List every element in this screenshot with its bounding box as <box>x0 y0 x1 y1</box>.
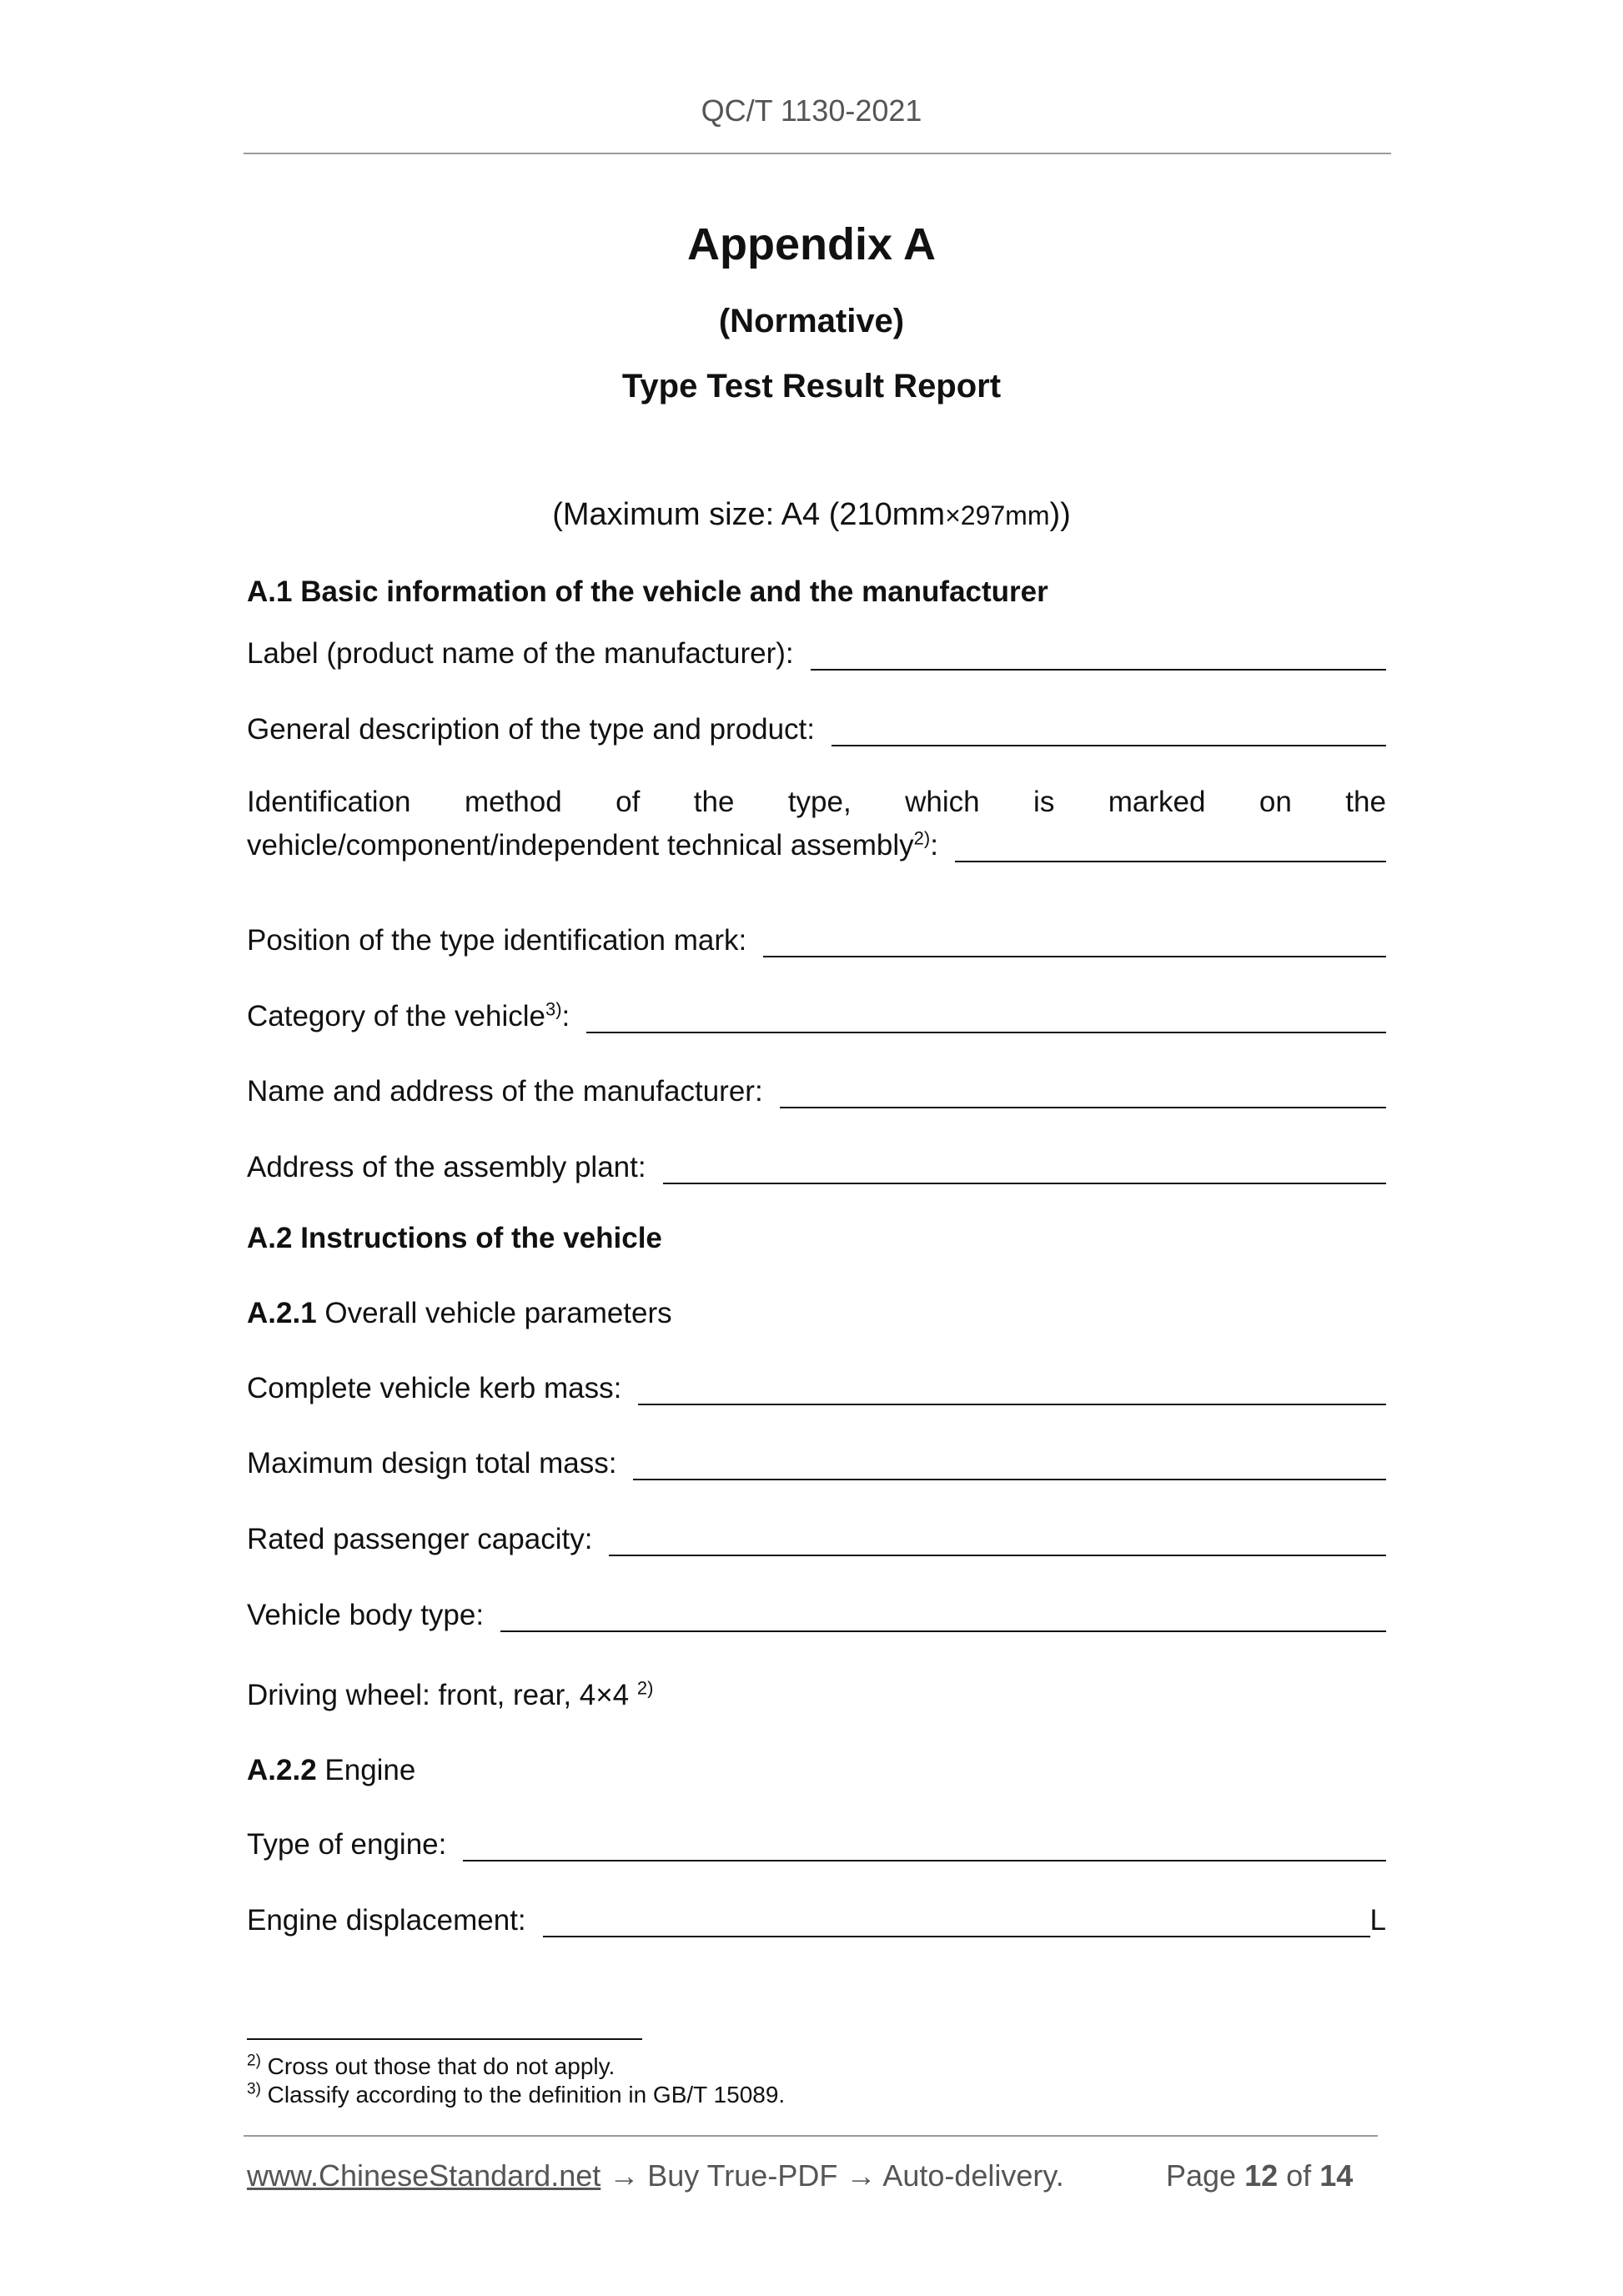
footnote-3 <box>247 2082 785 2108</box>
ident-colon: : <box>930 829 938 862</box>
field-assembly-plant-text: Address of the assembly plant: <box>247 1151 646 1183</box>
ident-word: the <box>1345 786 1386 818</box>
footnote-2-text: Cross out those that do not apply. <box>260 2053 616 2079</box>
field-general-description-blank[interactable] <box>832 711 1386 746</box>
ident-word: method <box>464 786 562 818</box>
appendix-type: (Normative) <box>718 303 905 339</box>
subsection-a22 <box>247 1754 415 1787</box>
displacement-unit: L <box>1369 1904 1386 1937</box>
subsection-a21-number: A.2.1 <box>247 1297 317 1329</box>
page-current: 12 <box>1244 2158 1279 2193</box>
field-position-mark <box>247 922 1386 957</box>
field-label <box>247 636 1386 671</box>
footnote-3-text: Classify according to the definition in GB/T 15089. <box>260 2082 786 2108</box>
identification-line-1 <box>247 786 1386 819</box>
field-name-address-text: Name and address of the manufacturer: <box>247 1075 763 1108</box>
field-body-type-blank[interactable] <box>500 1597 1386 1632</box>
field-assembly-plant <box>247 1149 1386 1184</box>
field-general-description-text: General description of the type and product: <box>247 713 815 746</box>
field-label-blank[interactable] <box>811 636 1386 671</box>
ident-word: of <box>616 786 641 818</box>
field-passenger-capacity-blank[interactable] <box>609 1521 1386 1556</box>
of-label: of <box>1286 2158 1312 2193</box>
ident-word: type, <box>787 786 852 818</box>
section-a2-heading: A.2 Instructions of the vehicle <box>247 1222 662 1254</box>
footnote-ref-2b: 2) <box>636 1677 654 1699</box>
field-body-type-text: Vehicle body type: <box>247 1599 485 1631</box>
field-position-mark-blank[interactable] <box>763 922 1386 957</box>
identification-line-2-text <box>247 829 938 862</box>
field-kerb-mass <box>247 1370 1386 1405</box>
field-kerb-mass-blank[interactable] <box>638 1370 1386 1405</box>
section-a1-heading: A.1 Basic information of the vehicle and the manufacturer <box>247 575 1048 608</box>
field-category-label <box>247 1000 570 1033</box>
field-label-text: Label (product name of the manufacturer): <box>247 637 794 670</box>
field-category <box>247 998 1386 1033</box>
field-kerb-mass-text: Complete vehicle kerb mass: <box>247 1372 622 1404</box>
field-passenger-capacity <box>247 1521 1386 1556</box>
size-note-prefix: (Maximum size: A4 (210mm <box>552 497 946 532</box>
ident-word: is <box>1033 786 1055 818</box>
field-engine-type-blank[interactable] <box>463 1826 1386 1861</box>
ident-word: marked <box>1108 786 1206 818</box>
field-general-description <box>247 711 1386 746</box>
ident-word: the <box>693 786 735 818</box>
driving-wheel-line <box>247 1679 653 1712</box>
footer-site-link[interactable]: www.ChineseStandard.net <box>247 2158 601 2193</box>
footnote-2-mark: 2) <box>247 2052 261 2070</box>
size-note-suffix: ×297mm <box>945 500 1050 530</box>
page-total: 14 <box>1319 2158 1354 2193</box>
field-engine-displacement-text: Engine displacement: <box>247 1904 526 1937</box>
field-engine-type <box>247 1826 1386 1861</box>
ident-word: Identification <box>247 786 411 818</box>
page-label: Page <box>1166 2158 1237 2193</box>
subsection-a21-text: Overall vehicle parameters <box>316 1297 672 1329</box>
subsection-a21 <box>247 1297 672 1330</box>
field-assembly-plant-blank[interactable] <box>663 1149 1386 1184</box>
footer-rule <box>244 2135 1378 2137</box>
size-note-close: )) <box>1049 497 1071 532</box>
header-doc-code: QC/T 1130-2021 <box>701 93 922 128</box>
field-body-type <box>247 1597 1386 1632</box>
footnote-3-mark: 3) <box>247 2080 261 2098</box>
field-category-blank[interactable] <box>586 998 1386 1033</box>
footer-promo-text: → Buy True-PDF → Auto-delivery. <box>600 2158 1064 2193</box>
field-category-text: Category of the vehicle <box>247 1000 545 1032</box>
field-identification-method <box>247 786 1386 862</box>
driving-wheel-text: Driving wheel: front, rear, 4×4 <box>247 1679 637 1711</box>
subsection-a22-number: A.2.2 <box>247 1754 317 1786</box>
footnote-2 <box>247 2053 615 2080</box>
field-max-mass <box>247 1445 1386 1480</box>
field-name-address <box>247 1073 1386 1108</box>
footnote-ref-2: 2) <box>913 827 931 849</box>
footnote-rule <box>247 2038 642 2040</box>
field-passenger-capacity-text: Rated passenger capacity: <box>247 1523 593 1555</box>
ident-word: which <box>905 786 980 818</box>
identification-line-2 <box>247 827 1386 862</box>
field-engine-displacement-blank[interactable] <box>543 1902 1370 1937</box>
appendix-title: Appendix A <box>686 219 936 269</box>
field-max-mass-blank[interactable] <box>633 1445 1386 1480</box>
size-note <box>0 497 1623 533</box>
footer-promo <box>247 2158 1064 2193</box>
field-engine-type-text: Type of engine: <box>247 1828 447 1861</box>
field-position-mark-text: Position of the type identification mark: <box>247 924 747 957</box>
header-rule <box>244 153 1391 154</box>
ident-word: on <box>1259 786 1292 818</box>
category-colon: : <box>561 1000 570 1032</box>
field-engine-displacement <box>247 1902 1386 1937</box>
footer-page-number <box>1166 2158 1353 2193</box>
ident-line2-text: vehicle/component/independent technical assembly <box>247 829 914 862</box>
footnote-ref-3: 3) <box>545 998 562 1020</box>
field-max-mass-text: Maximum design total mass: <box>247 1447 617 1480</box>
report-title: Type Test Result Report <box>621 368 1002 404</box>
field-name-address-blank[interactable] <box>780 1073 1386 1108</box>
subsection-a22-text: Engine <box>316 1754 416 1786</box>
field-identification-blank[interactable] <box>955 827 1386 862</box>
